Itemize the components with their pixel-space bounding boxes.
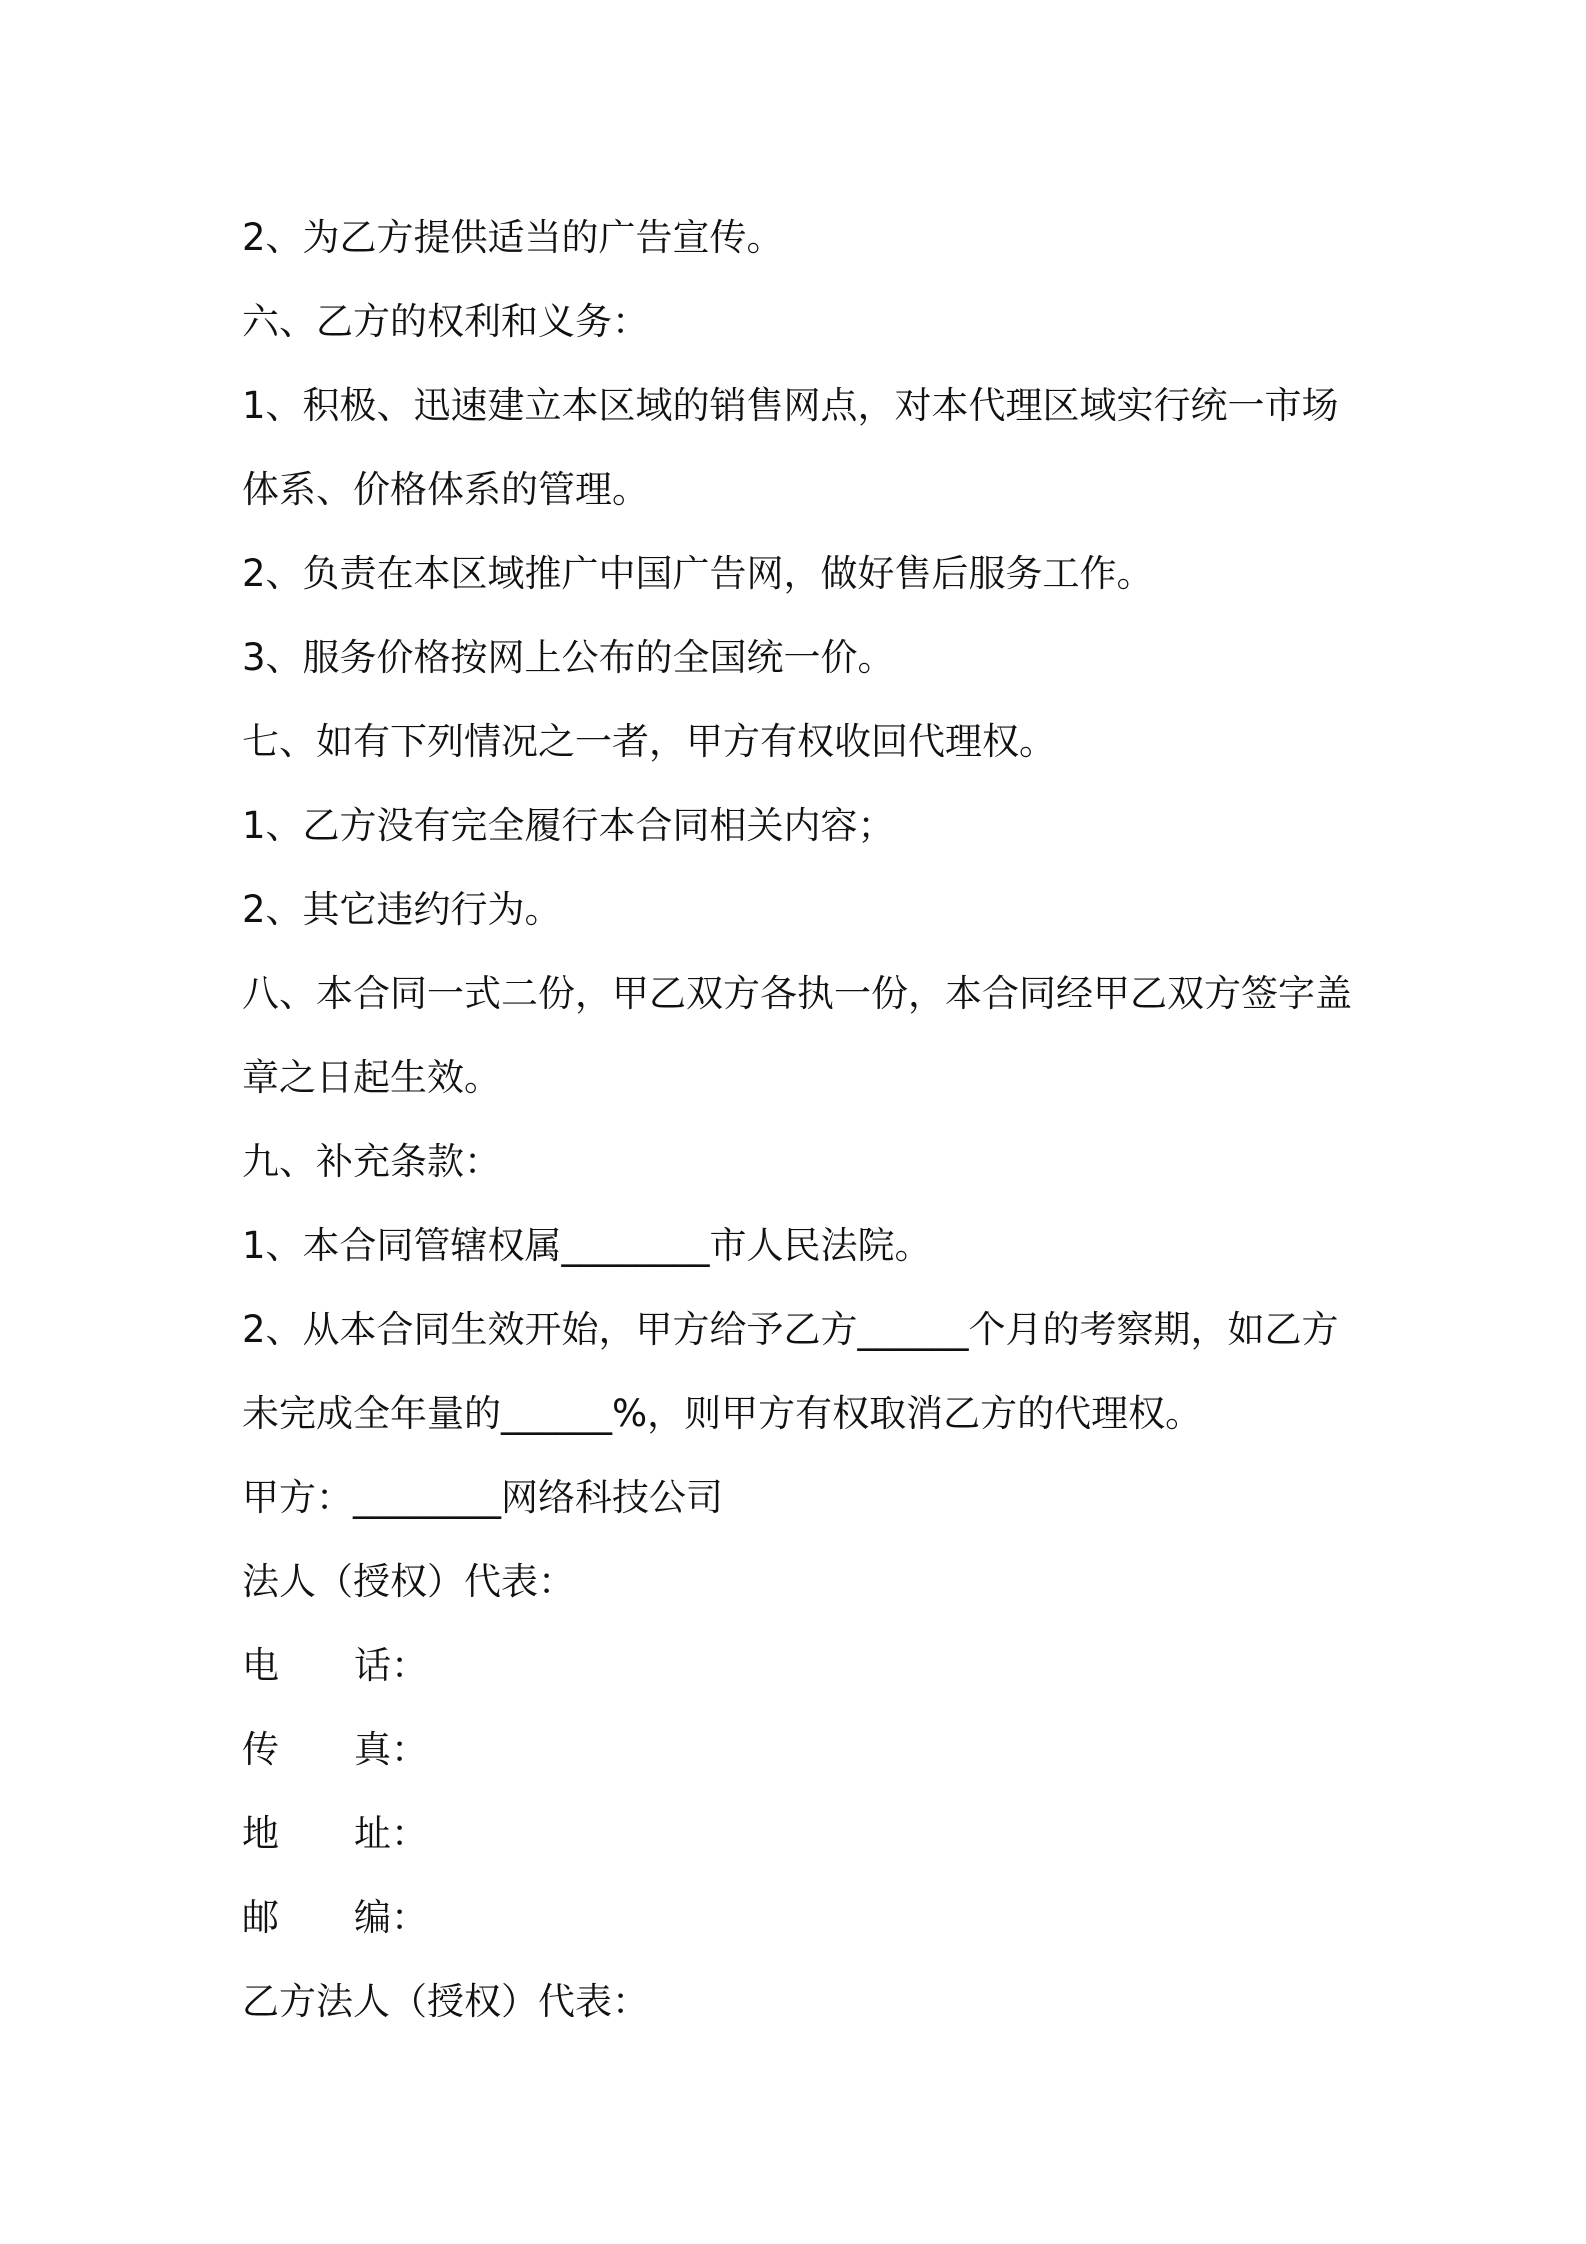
clause-line-1: 2、为乙方提供适当的广告宣传。 (242, 216, 784, 259)
section-heading-7: 七、如有下列情况之一者，甲方有权收回代理权。 (242, 720, 1056, 763)
phone-label-char: 电 (242, 1644, 279, 1687)
fax-label-char: 传 (242, 1728, 279, 1771)
clause-line-3: 1、积极、迅速建立本区域的销售网点，对本代理区域实行统一市场 (242, 384, 1339, 427)
party-a-line: 甲方：________网络科技公司 (242, 1476, 723, 1519)
postcode-label-rest: 编： (354, 1896, 428, 1939)
clause-line-11: 章之日起生效。 (242, 1056, 501, 1099)
postcode-field (242, 1876, 1362, 1960)
phone-field (242, 1624, 1362, 1708)
document-body (242, 196, 1362, 2044)
section-heading-6: 六、乙方的权利和义务： (242, 300, 649, 343)
clause-line-9: 2、其它违约行为。 (242, 888, 562, 931)
clause-line-4: 体系、价格体系的管理。 (242, 468, 649, 511)
clause-line-8: 1、乙方没有完全履行本合同相关内容； (242, 804, 895, 847)
clause-line-6: 3、服务价格按网上公布的全国统一价。 (242, 636, 895, 679)
fax-field (242, 1708, 1362, 1792)
section-heading-8: 八、本合同一式二份，甲乙双方各执一份，本合同经甲乙双方签字盖 (242, 972, 1352, 1015)
clause-line-5: 2、负责在本区域推广中国广告网，做好售后服务工作。 (242, 552, 1154, 595)
party-b-representative: 乙方法人（授权）代表： (242, 1980, 649, 2023)
address-label-rest: 址： (354, 1812, 428, 1855)
address-label-char: 地 (242, 1812, 279, 1855)
postcode-label-char: 邮 (242, 1896, 279, 1939)
section-heading-9: 九、补充条款： (242, 1140, 501, 1183)
phone-label-rest: 话： (354, 1644, 428, 1687)
clause-line-13: 1、本合同管辖权属________市人民法院。 (242, 1224, 932, 1267)
address-field (242, 1792, 1362, 1876)
fax-label-rest: 真： (354, 1728, 428, 1771)
clause-line-15: 未完成全年量的______%，则甲方有权取消乙方的代理权。 (242, 1392, 1203, 1435)
clause-line-14: 2、从本合同生效开始，甲方给予乙方______个月的考察期，如乙方 (242, 1308, 1339, 1351)
party-a-representative: 法人（授权）代表： (242, 1560, 575, 1603)
